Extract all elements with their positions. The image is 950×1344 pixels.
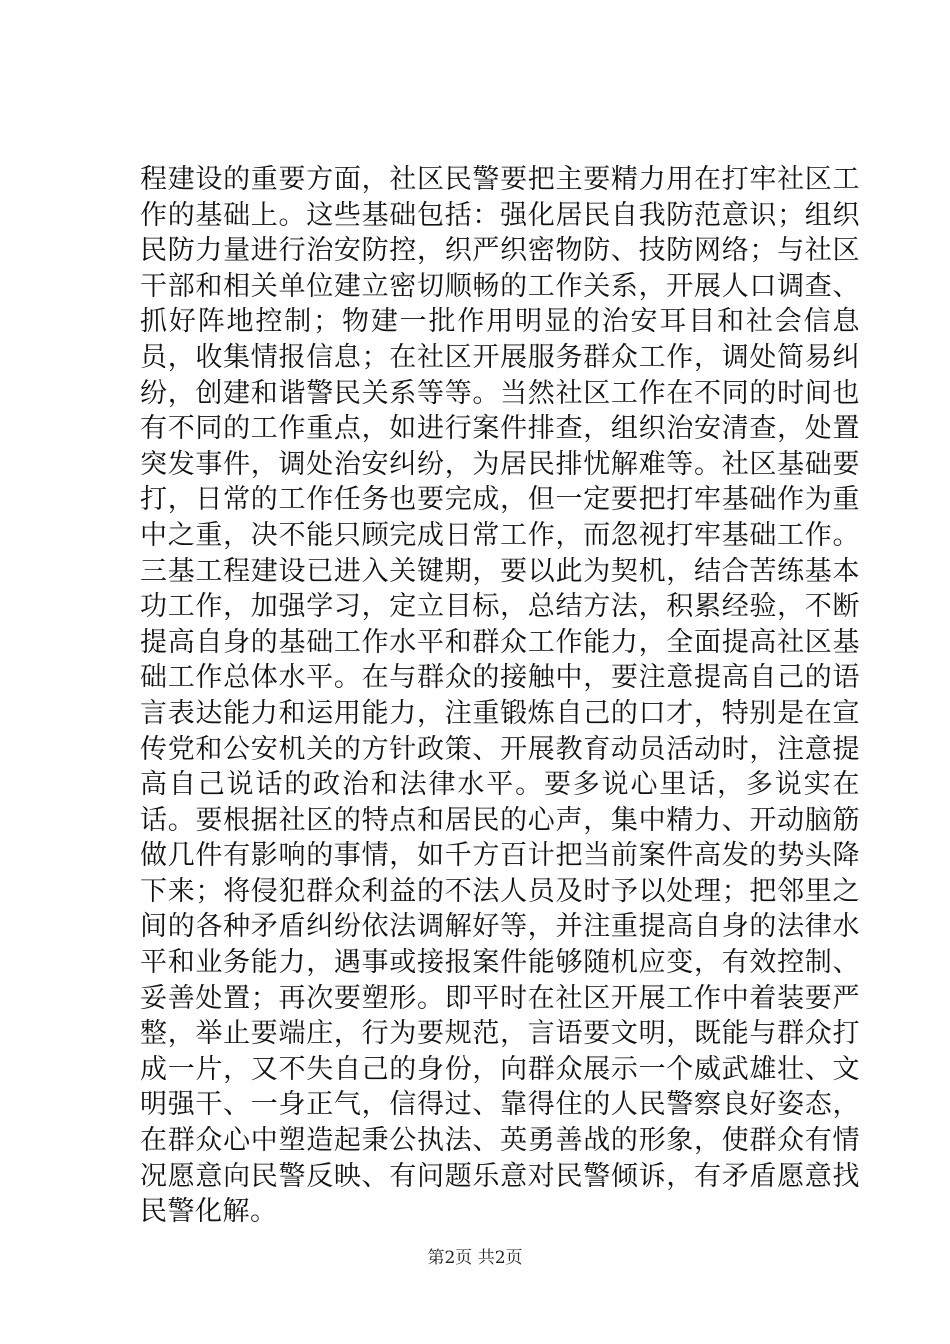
body-paragraph: 程建设的重要方面，社区民警要把主要精力用在打牢社区工作的基础上。这些基础包括：强化居民自我防范意识；组织民防力量进行治安防控，织严织密物防、技防网络；与社区干部和相关单位建立密切顺畅的工作关系，开展人口调查、抓好阵地控制；物建一批作用明显的治安耳目和社会信息员，收集情报信息；在社区开展服务群众工作，调处简易纠纷，创建和谐警民关系等等。当然社区工作在不同的时间也有不同的工作重点，如进行案件排查，组织治安清查，处置突发事件，调处治安纠纷，为居民排忧解难等。社区基础要打，日常的工作任务也要完成，但一定要把打牢基础作为重中之重，决不能只顾完成日常工作，而忽视打牢基础工作。三基工程建设已进入关键期，要以此为契机，结合苦练基本功工作，加强学习，定立目标，总结方法，积累经验，不断提高自身的基础工作水平和群众工作能力，全面提高社区基础工作总体水平。在与群众的接触中，要注意提高自己的语言表达能力和运用能力，注重锻炼自己的口才，特别是在宣传党和公安机关的方针政策、开展教育动员活动时，注意提高自己说话的政治和法律水平。要多说心里话，多说实在话。要根据社区的特点和居民的心声，集中精力、开动脑筋做几件有影响的事情，如千方百计把当前案件高发的势头降下来；将侵犯群众利益的不法人员及时予以处理；把邻里之间的各种矛盾纠纷依法调解好等，并注重提高自身的法律水平和业务能力，遇事或接报案件能够随机应变，有效控制、妥善处置；再次要塑形。即平时在社区开展工作中着装要严整，举止要端庄，行为要规范，言语要文明，既能与群众打成一片，又不失自己的身份，向群众展示一个威武雄壮、文明强干、一身正气，信得过、靠得住的人民警察良好姿态，在群众心中塑造起秉公执法、英勇善战的形象，使群众有情况愿意向民警反映、有问题乐意对民警倾诉，有矛盾愿意找民警化解。 — [140, 164, 860, 1228]
page-footer: 第2页 共2页 — [427, 1248, 523, 1268]
